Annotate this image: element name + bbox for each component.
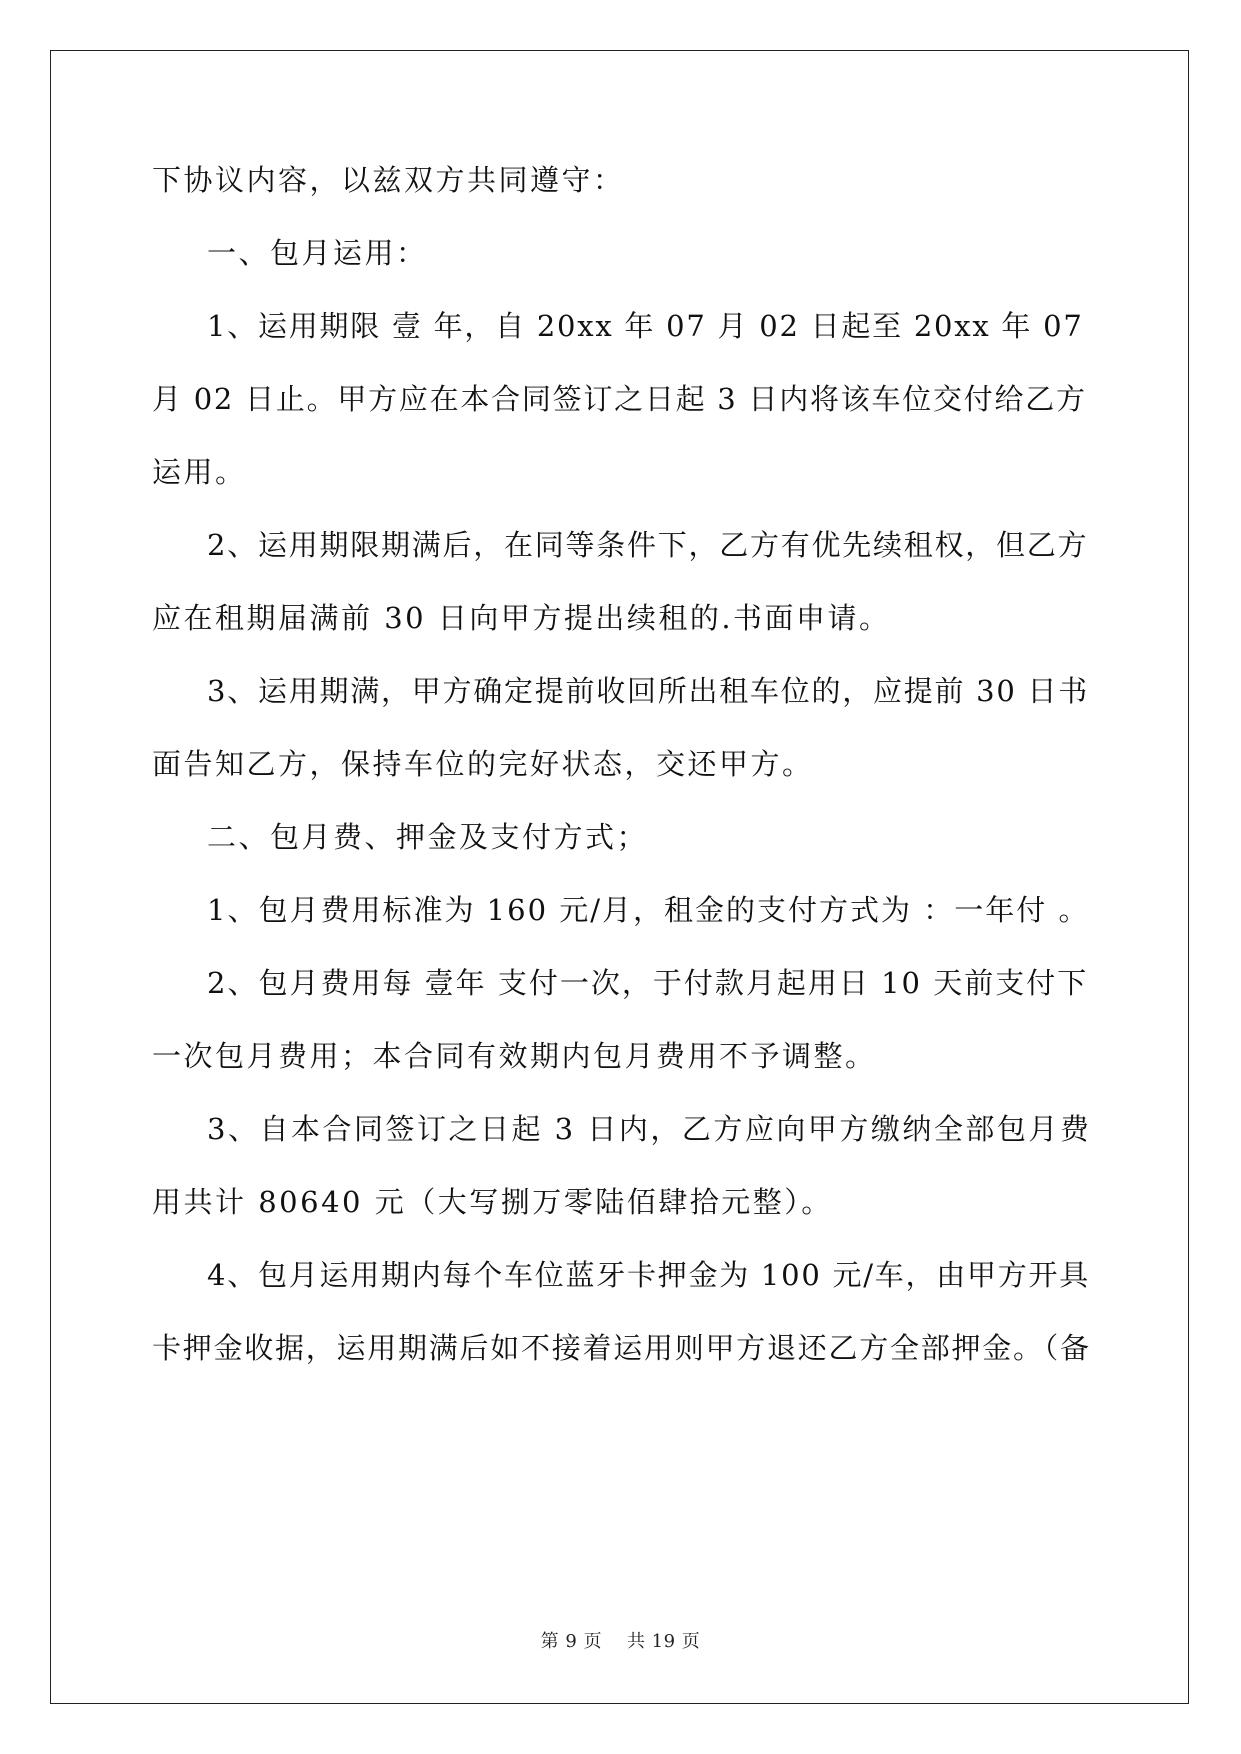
page-border [50,50,1189,1704]
text-line: 一次包月费用；本合同有效期内包月费用不予调整。 [152,1039,877,1073]
clause-line: 1、包月费用标准为 160 元/月，租金的支付方式为 ：一年付 。 [207,893,1090,927]
clause-line: 3、运用期满，甲方确定提前收回所出租车位的，应提前 30 日书 [207,674,1090,708]
clause-line: 2、运用期限期满后，在同等条件下，乙方有优先续租权，但乙方 [207,528,1089,562]
text-line: 下协议内容，以兹双方共同遵守： [152,163,625,197]
section-heading: 二、包月费、押金及支付方式； [207,820,649,854]
section-heading: 一、包月运用： [207,236,428,270]
clause-line: 1、运用期限 壹 年，自 20xx 年 07 月 02 日起至 20xx 年 07 [207,309,1084,343]
text-line: 卡押金收据，运用期满后如不接着运用则甲方退还乙方全部押金。（备 [152,1331,1091,1365]
clause-line: 3、自本合同签订之日起 3 日内，乙方应向甲方缴纳全部包月费 [207,1112,1092,1146]
text-line: 面告知乙方，保持车位的完好状态，交还甲方。 [152,747,814,781]
text-line: 应在租期届满前 30 日向甲方提出续租的.书面申请。 [152,601,891,635]
page-number: 第 9 页 共 19 页 [540,1631,701,1652]
clause-line: 4、包月运用期内每个车位蓝牙卡押金为 100 元/车，由甲方开具 [207,1258,1091,1292]
clause-line: 2、包月费用每 壹年 支付一次，于付款月起用日 10 天前支付下 [207,966,1089,1000]
text-line: 用共计 80640 元（大写捌万零陆佰肆拾元整）。 [152,1185,833,1219]
text-line: 月 02 日止。甲方应在本合同签订之日起 3 日内将该车位交付给乙方 [152,382,1087,416]
text-line: 运用。 [152,455,247,489]
